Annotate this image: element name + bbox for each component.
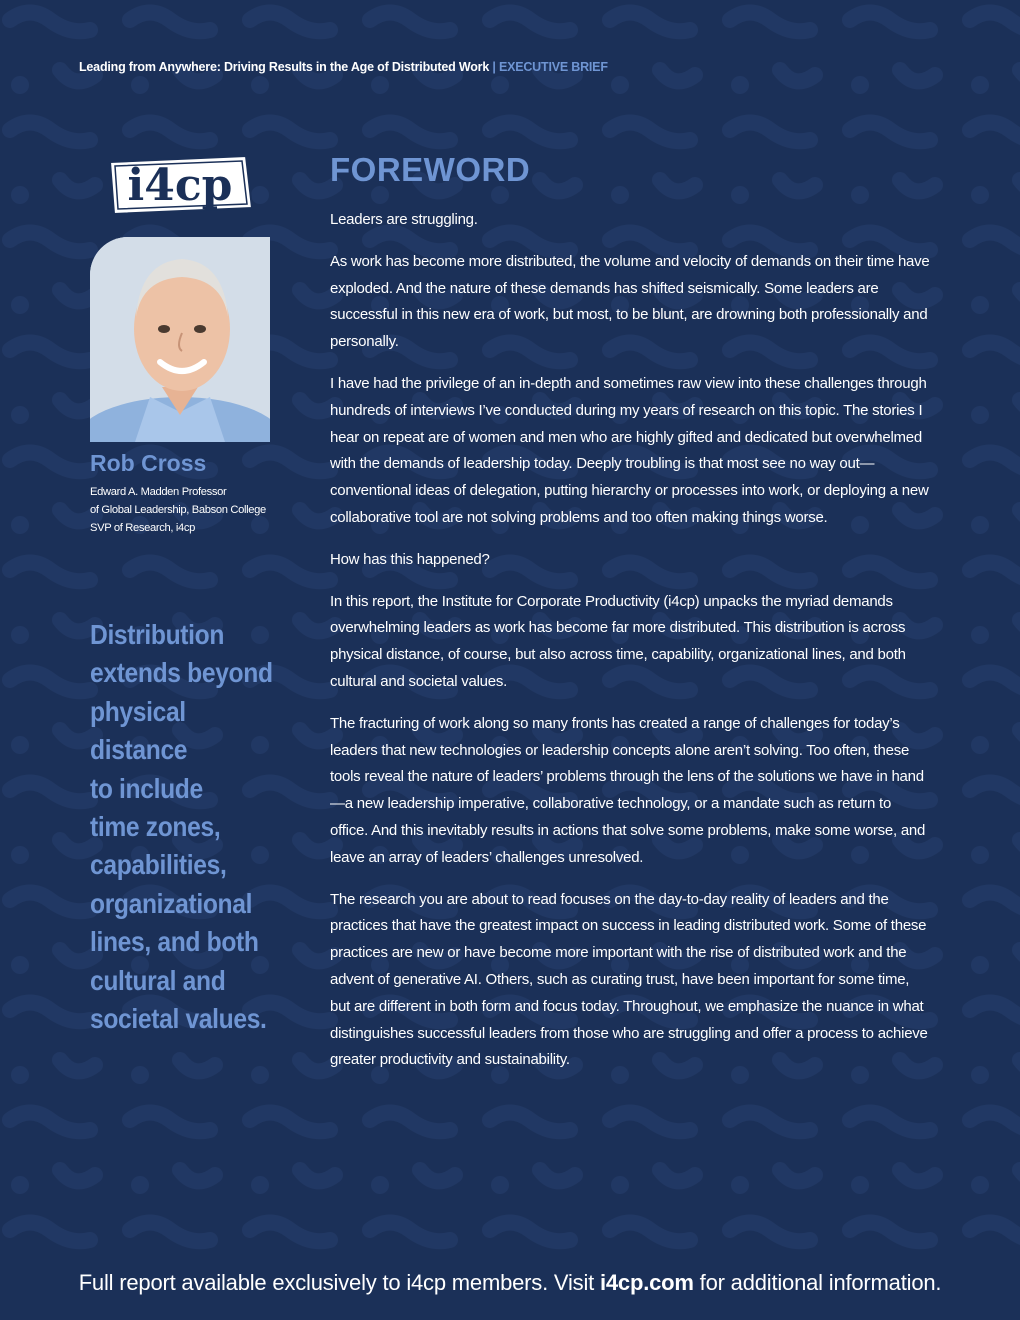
foreword-paragraph: The research you are about to read focuses on the day-to-day reality of leaders and the practices that have the greatest impact on success in leading distributed work. Some of these practices are new or have become more important with the rise of distributed work and the advent of generative AI. Others, such as curating trust, have been important for some time, but are different in both form and focus today. Throughout, we emphasize the nuance in what distinguishes successful leaders from those who are struggling and offer a process to achieve greater productivity and sustainability.	[330, 890, 928, 1069]
logo-text: i4cp	[127, 160, 233, 211]
author-title	[90, 483, 266, 537]
author-portrait-image	[90, 237, 270, 442]
foreword-paragraph: The fracturing of work along so many fronts has created a range of challenges for today’s leaders that new technologies or leadership concepts alone aren’t solving. Too often, these tools reveal the nature of leaders’ problems through the lens of the solutions we have in hand—a new leadership imperative, collaborative technology, or a mandate such as return to office. And this inevitably results in actions that solve some problems, make some worse, and leave an array of leaders’ challenges unresolved.	[330, 714, 926, 866]
footer-note	[0, 1270, 1020, 1296]
pull-quote-line: time zones,	[90, 811, 221, 843]
report-title: Leading from Anywhere: Driving Results in the Age of Distributed Work	[79, 60, 490, 74]
i4cp-logo	[106, 148, 254, 220]
foreword-paragraph: I have had the privilege of an in-depth and sometimes raw view into these challenges through hundreds of interviews I’ve conducted during my years of research on this topic. The stories I hear on repeat are of women and men who are highly gifted and dedicated but overwhelmed with the demands of leadership today. Deeply troubling is that most see no way out—conventional ideas of delegation, putting hierarchy or processes into work, or deploying a new collaborative tool are not solving problems and too often making things worse.	[330, 374, 929, 526]
report-subtitle: EXECUTIVE BRIEF	[498, 60, 608, 74]
pull-quote	[90, 616, 273, 1038]
pull-quote-line: extends beyond	[90, 657, 273, 689]
pull-quote-line: lines, and both	[90, 926, 259, 958]
pull-quote-line: organizational	[90, 887, 253, 919]
foreword-paragraph: Leaders are struggling.	[330, 211, 478, 228]
footer-text: Full report available exclusively to i4cp members. Visit	[78, 1270, 600, 1295]
foreword-body	[330, 207, 930, 1089]
author-title-line: SVP of Research, i4cp	[90, 522, 196, 534]
header-separator: |	[489, 60, 499, 74]
author-title-line: of Global Leadership, Babson College	[90, 504, 266, 516]
foreword-paragraph: How has this happened?	[330, 550, 490, 568]
author-name: Rob Cross	[90, 450, 207, 476]
report-header	[79, 60, 608, 74]
footer-text-end: for additional information.	[693, 1270, 942, 1295]
pull-quote-line: physical	[90, 695, 186, 727]
pull-quote-line: Distribution	[90, 619, 225, 650]
author-title-line: Edward A. Madden Professor	[90, 486, 227, 498]
pull-quote-line: cultural and	[90, 964, 226, 996]
foreword-paragraph: In this report, the Institute for Corporate Productivity (i4cp) unpacks the myriad demands overwhelming leaders as work has become far more distributed. This distribution is across physical distance, of course, but also across time, capability, organizational lines, and both cultural and societal values.	[330, 592, 906, 690]
pull-quote-line: societal values.	[90, 1003, 267, 1035]
pull-quote-line: capabilities,	[90, 849, 227, 881]
author-photo	[90, 237, 270, 442]
pull-quote-line: to include	[90, 772, 203, 804]
pull-quote-line: distance	[90, 734, 188, 766]
footer-link[interactable]: i4cp.com	[599, 1270, 694, 1295]
foreword-paragraph: As work has become more distributed, the volume and velocity of demands on their time have exploded. And the nature of these demands has shifted seismically. Some leaders are successful in this new era of work, but most, to be blunt, are drowning both professionally and personally.	[330, 252, 930, 351]
foreword-heading: FOREWORD	[330, 151, 531, 188]
